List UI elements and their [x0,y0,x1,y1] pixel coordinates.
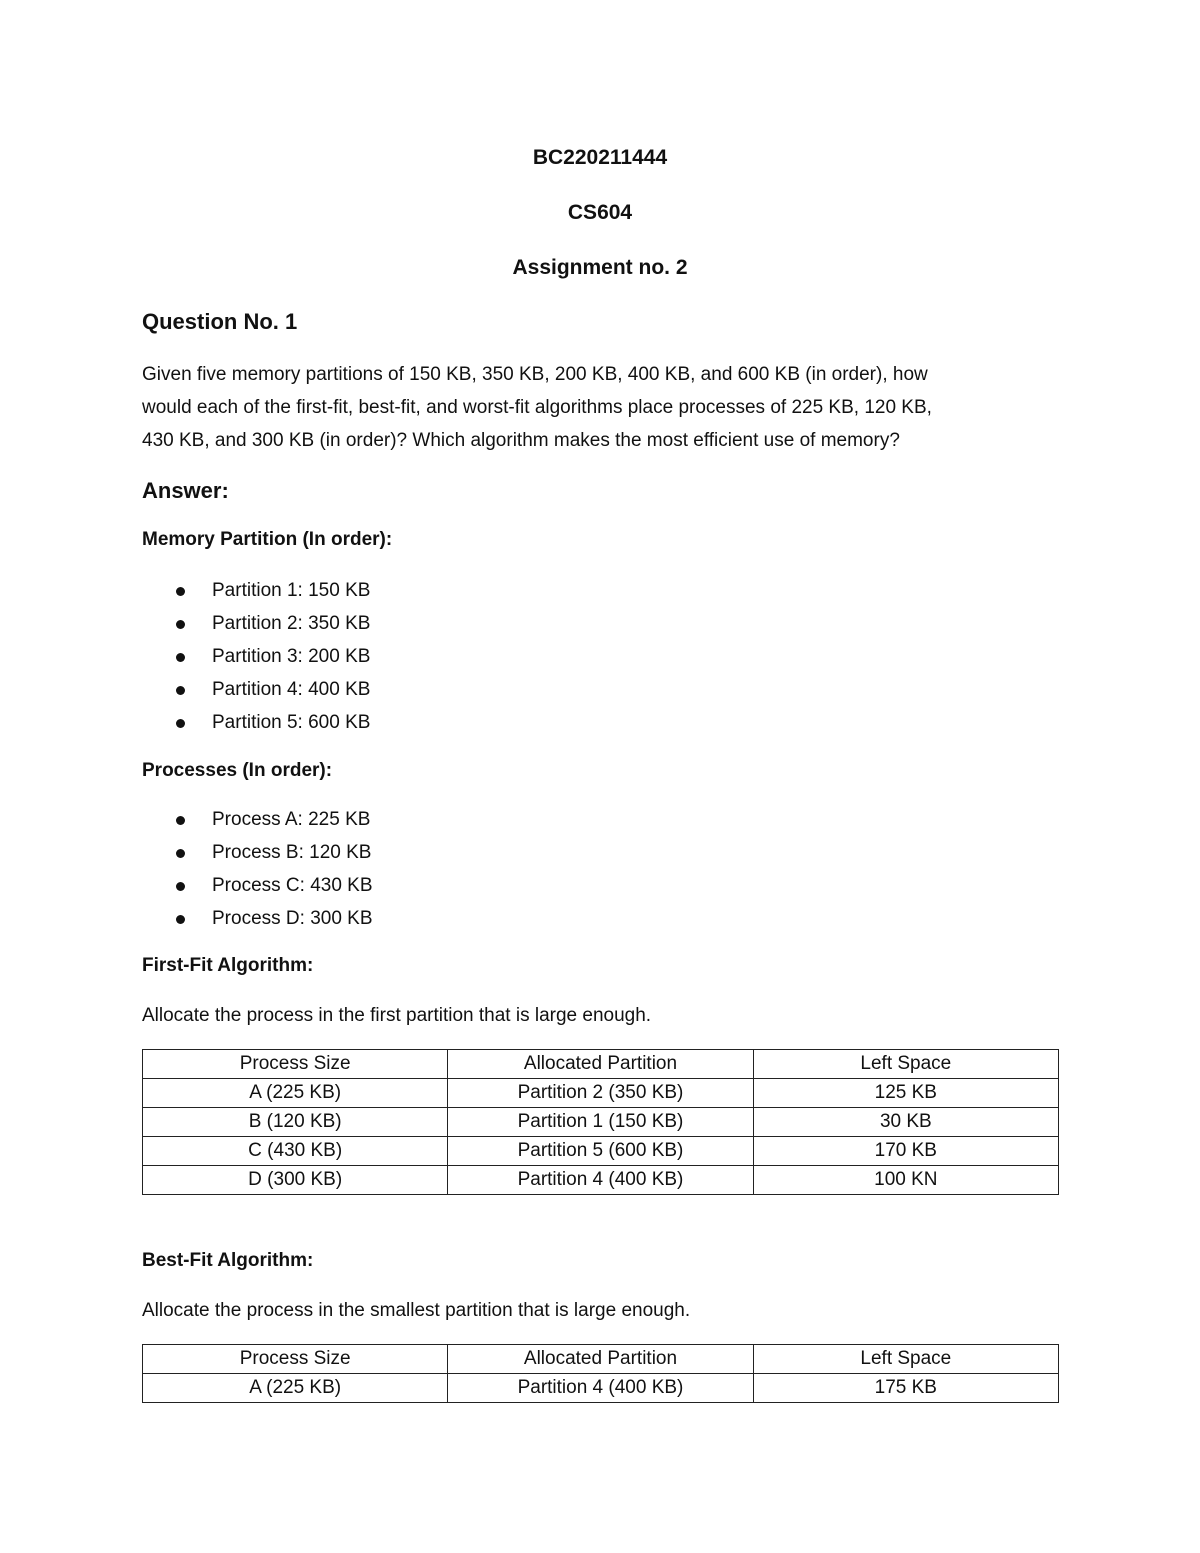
list-item-text: Partition 1: 150 KB [212,580,371,601]
question-heading: Question No. 1 [142,309,298,334]
list-item [142,836,742,869]
first-fit-description: Allocate the process in the first partition that is large enough. [142,1005,652,1026]
table-cell: Partition 1 (150 KB) [448,1108,753,1137]
list-item-text: Process D: 300 KB [212,908,373,929]
bullet-icon [176,849,185,858]
table-cell: Partition 5 (600 KB) [448,1137,753,1166]
table-row [143,1166,1059,1195]
bullet-icon [176,653,185,662]
bullet-icon [176,620,185,629]
bullet-icon [176,686,185,695]
question-text-line: 430 KB, and 300 KB (in order)? Which algorithm makes the most efficient use of memory? [142,430,900,451]
partitions-heading: Memory Partition (In order): [142,529,393,550]
list-item-text: Process C: 430 KB [212,875,373,896]
list-item-text: Process B: 120 KB [212,842,372,863]
table-header-cell: Allocated Partition [448,1345,753,1374]
table-header-row [143,1345,1059,1374]
table-cell: Partition 2 (350 KB) [448,1079,753,1108]
table-header-cell: Allocated Partition [448,1050,753,1079]
table-header-cell: Process Size [143,1050,448,1079]
table-cell: C (430 KB) [143,1137,448,1166]
best-fit-description: Allocate the process in the smallest partition that is large enough. [142,1300,691,1321]
question-text [142,358,1102,457]
table-row [143,1079,1059,1108]
table-cell: 125 KB [753,1079,1058,1108]
first-fit-table [142,1049,1059,1195]
first-fit-heading: First-Fit Algorithm: [142,955,314,976]
student-id: BC220211444 [532,146,668,169]
bullet-icon [176,816,185,825]
table-row [143,1108,1059,1137]
best-fit-heading: Best-Fit Algorithm: [142,1250,314,1271]
table-cell: B (120 KB) [143,1108,448,1137]
assignment-title: Assignment no. 2 [512,256,688,279]
table-cell: A (225 KB) [143,1079,448,1108]
list-item [142,673,742,706]
best-fit-table [142,1344,1059,1403]
bullet-icon [176,719,185,728]
bullet-icon [176,915,185,924]
table-cell: A (225 KB) [143,1374,448,1403]
table-cell: Partition 4 (400 KB) [448,1374,753,1403]
table-cell: Partition 4 (400 KB) [448,1166,753,1195]
table-row [143,1374,1059,1403]
list-item [142,574,742,607]
table-header-cell: Process Size [143,1345,448,1374]
list-item-text: Partition 4: 400 KB [212,679,371,700]
list-item [142,803,742,836]
question-text-line: would each of the first-fit, best-fit, and worst-fit algorithms place processes of 225 KB, 120 KB, [142,397,932,418]
table-header-cell: Left Space [753,1050,1058,1079]
partitions-list [142,574,742,739]
table-row [143,1137,1059,1166]
table-cell: 175 KB [753,1374,1058,1403]
list-item [142,902,742,935]
table-cell: D (300 KB) [143,1166,448,1195]
list-item-text: Partition 3: 200 KB [212,646,371,667]
answer-heading: Answer: [142,478,229,503]
list-item-text: Process A: 225 KB [212,809,371,830]
list-item [142,706,742,739]
processes-list [142,803,742,935]
table-cell: 100 KN [753,1166,1058,1195]
list-item-text: Partition 2: 350 KB [212,613,371,634]
bullet-icon [176,587,185,596]
table-cell: 30 KB [753,1108,1058,1137]
bullet-icon [176,882,185,891]
list-item [142,869,742,902]
table-header-row [143,1050,1059,1079]
table-cell: 170 KB [753,1137,1058,1166]
list-item-text: Partition 5: 600 KB [212,712,371,733]
processes-heading: Processes (In order): [142,760,333,781]
list-item [142,640,742,673]
table-header-cell: Left Space [753,1345,1058,1374]
question-text-line: Given five memory partitions of 150 KB, 350 KB, 200 KB, 400 KB, and 600 KB (in order), how [142,364,928,385]
list-item [142,607,742,640]
course-code: CS604 [567,201,633,224]
